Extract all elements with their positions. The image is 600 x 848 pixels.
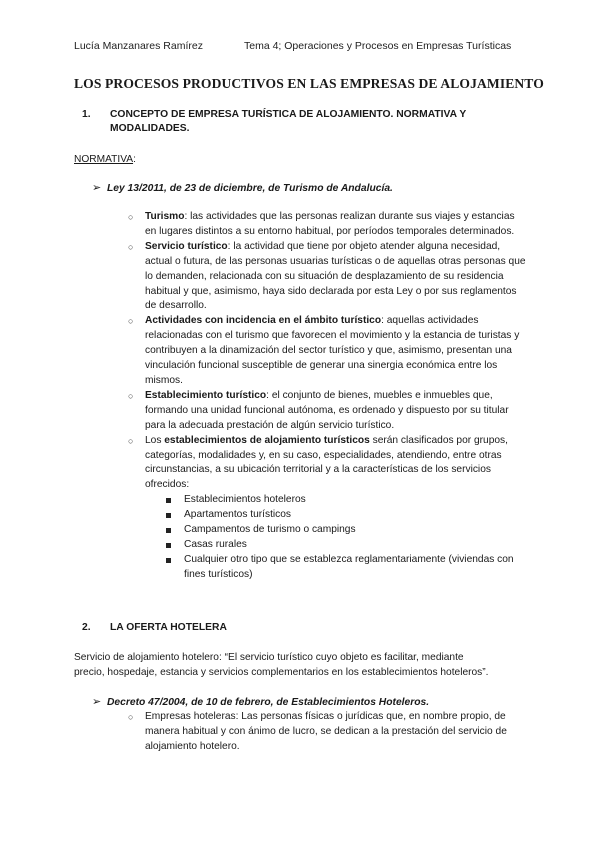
section-1-heading-line1: CONCEPTO DE EMPRESA TURÍSTICA DE ALOJAMIENTO. NORMATIVA Y [110, 109, 467, 120]
list-item [128, 240, 528, 315]
section-2-number: 2. [82, 622, 91, 633]
header-author: Lucía Manzanares Ramírez [74, 40, 203, 52]
law-definitions-list [128, 210, 528, 583]
decree-heading [92, 695, 429, 708]
definition-term: Servicio turístico [145, 240, 228, 252]
definition-text: : la actividad que tiene por objeto atender alguna necesidad, actual o futura, de las personas usuarias turísticas o de aquellas otras personas que lo demanden, relacionada con su situación de desplazamiento de su residencia habitual y que, asimismo, haya sido declarada por esta Ley o por sus reglamentos de desarrollo. [145, 240, 526, 312]
list-item [128, 389, 528, 434]
list-item [128, 710, 528, 755]
sub-item-text: Campamentos de turismo o campings [184, 524, 356, 536]
definition-text: serán clasificados por grupos, categorías, modalidades y, en su caso, especialidades, atendiendo, entre otras circunstancias, a su ubicación territorial y a la características de los servicios ofrecidos: [145, 434, 508, 491]
sub-list-item [163, 493, 528, 508]
circle-bullet-icon: ○ [128, 316, 134, 327]
arrow-bullet-icon: ➢ [92, 696, 102, 708]
definition-term: establecimientos de alojamiento turísticos [164, 434, 370, 446]
definition-prefix: Los [145, 434, 165, 446]
list-item [128, 210, 528, 240]
definition-text: Empresas hoteleras: Las personas físicas o jurídicas que, en nombre propio, de manera habitual y con ánimo de lucro, se dedican a la prestación del servicio de alojamiento hotelero. [145, 711, 507, 752]
definition-text: : las actividades que las personas realizan durante sus viajes y estancias en lugares distintos a su entorno habitual, por períodos temporales determinados. [145, 211, 515, 237]
header-topic: Tema 4; Operaciones y Procesos en Empresas Turísticas [244, 40, 512, 52]
definition-line-2: precio, hospedaje, estancia y servicios complementarios en los establecimientos hoteleros”. [74, 667, 489, 678]
accommodation-types-list [145, 493, 528, 582]
definition-term: Establecimiento turístico [145, 389, 267, 401]
sub-item-text: Apartamentos turísticos [184, 509, 292, 521]
square-bullet-icon [166, 513, 171, 518]
decree-title: Decreto 47/2004, de 10 de febrero, de Establecimientos Hoteleros. [106, 697, 430, 708]
section-1-number: 1. [82, 109, 91, 120]
law-heading [92, 181, 393, 194]
square-bullet-icon [166, 498, 171, 503]
sub-list-item [163, 538, 528, 553]
sub-list-item [163, 523, 528, 538]
circle-bullet-icon: ○ [128, 712, 134, 722]
sub-list-item [163, 508, 528, 523]
law-title: Ley 13/2011, de 23 de diciembre, de Turismo de Andalucía. [106, 183, 393, 194]
decree-definitions-list [128, 710, 528, 755]
square-bullet-icon [166, 543, 171, 548]
normativa-label-text: NORMATIVA [74, 154, 134, 165]
circle-bullet-icon: ○ [128, 212, 134, 222]
section-2-heading: LA OFERTA HOTELERA [110, 622, 227, 633]
sub-item-text: Cualquier otro tipo que se establezca reglamentariamente (viviendas con fines turísticos) [184, 553, 514, 580]
square-bullet-icon [166, 558, 171, 563]
sub-item-text: Casas rurales [184, 538, 247, 550]
square-bullet-icon [166, 528, 171, 533]
circle-bullet-icon: ○ [128, 390, 134, 401]
definition-text: : aquellas actividades relacionadas con el turismo que favorecen el movimiento y la estancia de turistas y contribuyen a la dinamización del sector turístico y que, asimismo, presentan una vinculación funcional susceptible de generar una sinergia económica entre los mismos. [145, 315, 520, 386]
circle-bullet-icon: ○ [128, 241, 134, 252]
definition-term: Turismo [145, 211, 185, 222]
list-item [128, 314, 528, 389]
sub-list-item [163, 553, 528, 583]
arrow-bullet-icon: ➢ [92, 182, 102, 194]
section-1-heading-line2: MODALIDADES. [110, 123, 190, 134]
normativa-label [74, 152, 136, 167]
page-title: LOS PROCESOS PRODUCTIVOS EN LAS EMPRESAS DE ALOJAMIENTO [74, 76, 544, 91]
definition-text: : el conjunto de bienes, muebles e inmuebles que, formando una unidad funcional autónoma, es ordenado y dispuesto por su titular para la adecuada prestación de algún servicio turístico. [145, 389, 509, 431]
sub-item-text: Establecimientos hoteleros [184, 494, 306, 506]
definition-line-1: Servicio de alojamiento hotelero: “El servicio turístico cuyo objeto es facilitar, mediante [74, 652, 464, 663]
normativa-colon: : [133, 154, 136, 165]
circle-bullet-icon: ○ [128, 435, 134, 446]
definition-term: Actividades con incidencia en el ámbito turístico [145, 315, 382, 327]
list-item [128, 434, 528, 583]
